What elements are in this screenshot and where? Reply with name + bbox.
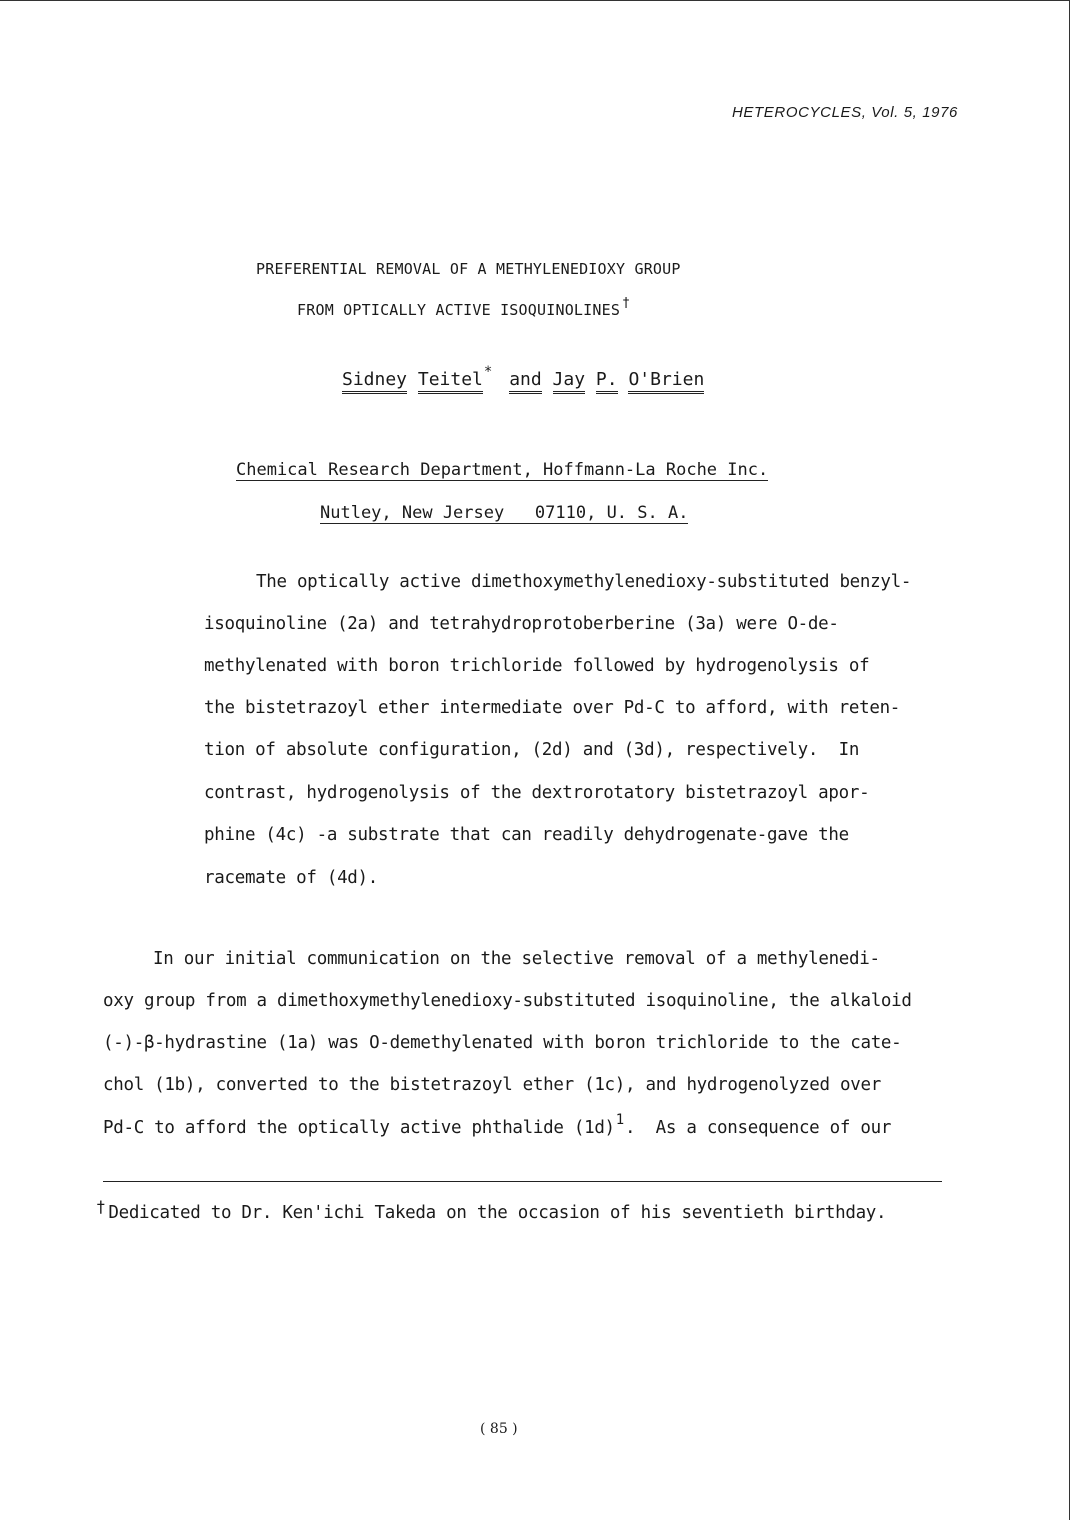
author-and: and (509, 369, 542, 394)
footnote-text: Dedicated to Dr. Ken'ichi Takeda on the occasion of his seventieth birthday. (108, 1203, 887, 1223)
title-line-2-text: FROM OPTICALLY ACTIVE ISOQUINOLINES (297, 301, 621, 319)
author2-initial: P. (596, 369, 618, 394)
affiliation-line-1: Chemical Research Department, Hoffmann-La Roche Inc. (236, 460, 769, 480)
reference-superscript: 1 (615, 1112, 624, 1128)
title-dagger: † (622, 296, 631, 311)
author-line (342, 364, 705, 390)
abstract-line: isoquinoline (2a) and tetrahydroprotoberberine (3a) were O-de- (204, 614, 839, 634)
journal-header: HETEROCYCLES, Vol. 5, 1976 (732, 104, 958, 121)
abstract-line: phine (4c) -a substrate that can readily dehydrogenate-gave the (204, 825, 849, 845)
abstract-line: contrast, hydrogenolysis of the dextrorotatory bistetrazoyl apor- (204, 783, 870, 803)
body-line (103, 1112, 892, 1138)
author1-last: Teitel (418, 369, 483, 394)
abstract-line: the bistetrazoyl ether intermediate over Pd-C to afford, with reten- (204, 698, 901, 718)
title-line-1: PREFERENTIAL REMOVAL OF A METHYLENEDIOXY GROUP (256, 260, 681, 278)
abstract-line: methylenated with boron trichloride followed by hydrogenolysis of (204, 656, 870, 676)
author2-first: Jay (553, 369, 586, 394)
abstract-line: The optically active dimethoxymethylenedioxy-substituted benzyl- (256, 572, 912, 592)
footnote (96, 1197, 887, 1223)
abstract-line: tion of absolute configuration, (2d) and (3d), respectively. In (204, 740, 860, 760)
footnote-rule (103, 1181, 942, 1182)
page-number: ( 85 ) (480, 1421, 518, 1437)
title-line-2 (297, 296, 631, 319)
body-line: (-)-β-hydrastine (1a) was O-demethylenated with boron trichloride to the cate- (103, 1033, 902, 1053)
footnote-dagger: † (96, 1197, 106, 1216)
body-line: chol (1b), converted to the bistetrazoyl ether (1c), and hydrogenolyzed over (103, 1075, 881, 1095)
author2-last: O'Brien (628, 369, 704, 394)
abstract-line: racemate of (4d). (204, 868, 379, 888)
body-last-text: Pd-C to afford the optically active phthalide (1d) (103, 1118, 615, 1138)
body-line: oxy group from a dimethoxymethylenedioxy-substituted isoquinoline, the alkaloid (103, 991, 912, 1011)
body-line: In our initial communication on the selective removal of a methylenedi- (153, 949, 880, 969)
corresponding-star: * (483, 364, 493, 380)
affiliation-line-2: Nutley, New Jersey 07110, U. S. A. (320, 503, 689, 523)
body-last-tail: . As a consequence of our (624, 1118, 892, 1138)
author1-first: Sidney (342, 369, 407, 394)
